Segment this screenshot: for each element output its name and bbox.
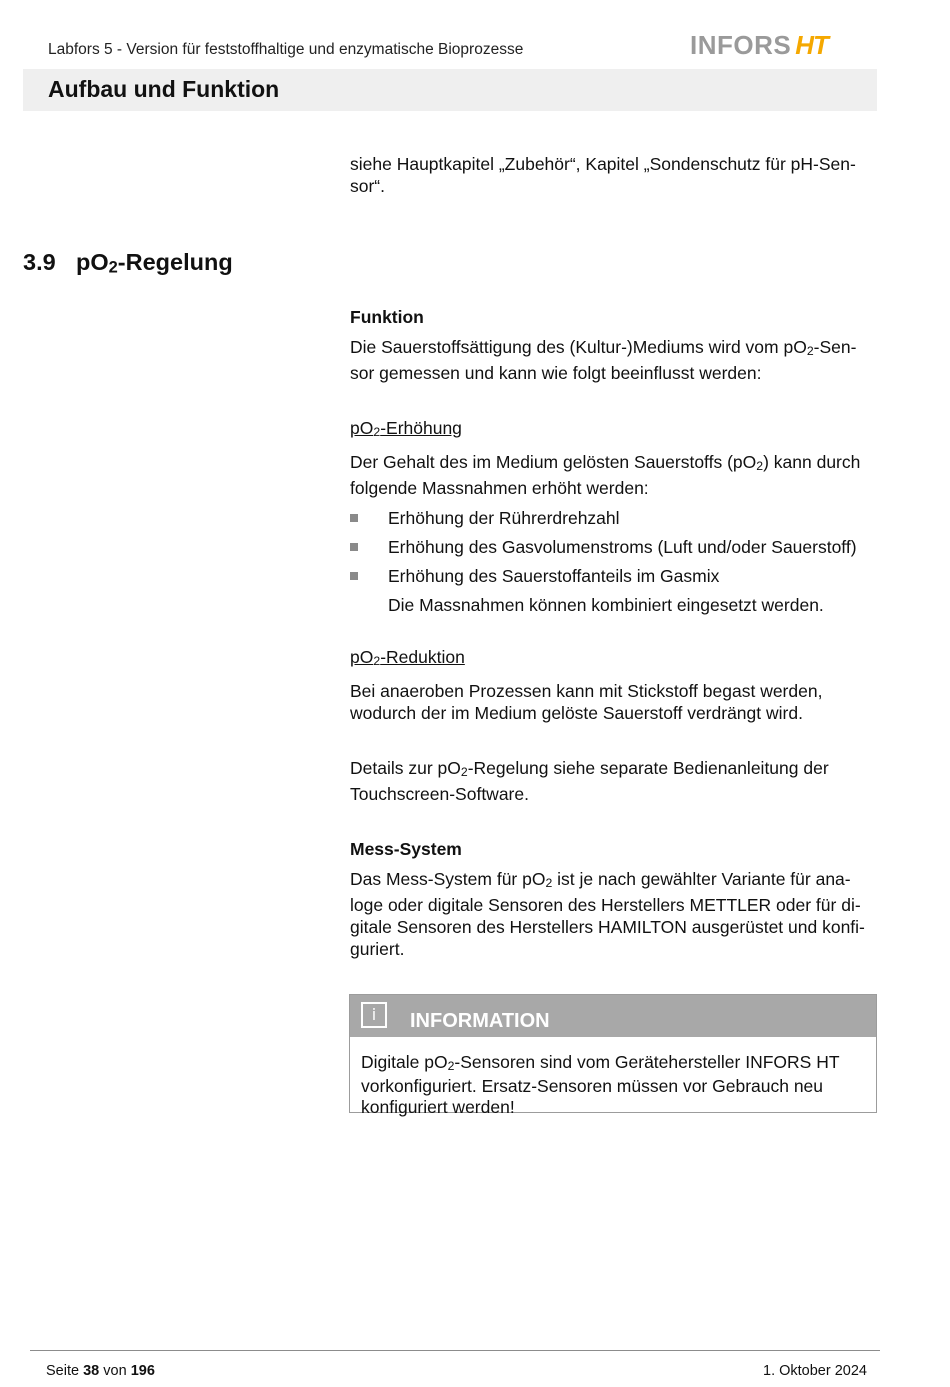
reduktion-block	[350, 646, 878, 724]
information-text	[361, 1052, 861, 1117]
list-item: Erhöhung der Rührerdrehzahl	[350, 507, 878, 529]
mess-line-4: guriert.	[350, 938, 405, 959]
section-heading	[23, 249, 233, 277]
document-date: 1. Oktober 2024	[763, 1363, 867, 1379]
mess-line-1	[350, 868, 878, 894]
current-page: 38	[83, 1363, 100, 1379]
details-line-1	[350, 757, 878, 783]
infors-ht-logo	[690, 30, 828, 60]
intro-line-1: siehe Hauptkapitel „Zubehör“, Kapitel „Sondenschutz für pH-Sen-	[350, 154, 856, 174]
info-icon: i	[361, 1002, 387, 1028]
mess-line-2: loge oder digitale Sensoren des Herstellers METTLER oder für di-	[350, 894, 861, 915]
heading-text: -Erhöhung	[380, 418, 462, 438]
measures-list	[350, 507, 878, 587]
reduktion-line-1: Bei anaeroben Prozessen kann mit Stickstoff begast werden,	[350, 680, 823, 701]
info-text: Digitale pO	[361, 1052, 448, 1072]
subscript: 2	[447, 1058, 455, 1073]
funktion-text: Die Sauerstoffsättigung des (Kultur-)Mediums wird vom pO	[350, 337, 807, 357]
details-paragraph	[350, 757, 878, 805]
section-number: 3.9	[23, 249, 56, 275]
funktion-block	[350, 306, 878, 384]
erhoehung-heading	[350, 417, 878, 443]
mess-text: Das Mess-System für pO	[350, 869, 546, 889]
chapter-title: Aufbau und Funktion	[48, 76, 280, 102]
erhoehung-line-1	[350, 451, 878, 477]
details-text: -Regelung siehe separate Bedienanleitung der	[467, 758, 829, 778]
details-text: Details zur pO	[350, 758, 461, 778]
mess-text: ist je nach gewählter Variante für ana-	[552, 869, 851, 889]
info-line-1	[361, 1052, 861, 1076]
heading-text: pO	[350, 647, 374, 667]
measures-note: Die Massnahmen können kombiniert eingesetzt werden.	[388, 594, 824, 615]
details-line-2: Touchscreen-Software.	[350, 783, 529, 804]
section-title-sub: 2	[108, 258, 118, 277]
page-number	[46, 1363, 155, 1379]
subscript: 2	[373, 653, 381, 668]
subscript: 2	[460, 764, 468, 779]
heading-text: -Reduktion	[380, 647, 465, 667]
funktion-text: -Sen-	[813, 337, 857, 357]
logo-text: INFORS	[690, 29, 792, 60]
mess-system-block	[350, 838, 878, 960]
intro-line-2: sor“.	[350, 176, 385, 196]
subscript: 2	[756, 458, 764, 473]
info-line-2: vorkonfiguriert. Ersatz-Sensoren müssen vor Gebrauch neu	[361, 1076, 824, 1097]
reduktion-line-2: wodurch der im Medium gelöste Sauerstoff verdrängt wird.	[350, 702, 803, 723]
subscript: 2	[373, 424, 381, 439]
funktion-line-1	[350, 336, 878, 362]
information-title: INFORMATION	[410, 1010, 550, 1032]
mess-system-heading: Mess-System	[350, 839, 462, 859]
list-item: Erhöhung des Gasvolumenstroms (Luft und/oder Sauerstoff)	[350, 536, 878, 558]
heading-text: pO	[350, 418, 374, 438]
subscript: 2	[806, 343, 814, 358]
intro-paragraph	[350, 153, 878, 197]
information-box	[349, 994, 877, 1117]
erhoehung-text: ) kann durch	[763, 451, 861, 472]
logo-suffix: HT	[795, 29, 828, 60]
erhoehung-block	[350, 417, 878, 616]
erhoehung-line-2: folgende Massnahmen erhöht werden:	[350, 477, 649, 498]
footer-divider	[30, 1350, 880, 1351]
reduktion-heading	[350, 646, 878, 672]
information-header	[350, 995, 876, 1037]
funktion-line-2: sor gemessen und kann wie folgt beeinflusst werden:	[350, 362, 762, 383]
info-line-3: konfiguriert werden!	[361, 1096, 515, 1117]
funktion-heading: Funktion	[350, 307, 424, 327]
info-text: -Sensoren sind vom Gerätehersteller INFORS HT	[454, 1052, 840, 1072]
page-word: Seite	[46, 1363, 80, 1379]
total-pages: 196	[130, 1363, 155, 1379]
section-title-post: -Regelung	[117, 249, 233, 275]
subscript: 2	[545, 875, 553, 890]
list-item: Erhöhung des Sauerstoffanteils im Gasmix	[350, 565, 878, 587]
mess-line-3: gitale Sensoren des Herstellers HAMILTON ausgerüstet und konfi-	[350, 916, 865, 937]
section-title-pre: pO	[76, 249, 109, 275]
erhoehung-text: Der Gehalt des im Medium gelösten Sauerstoffs (pO	[350, 451, 757, 472]
document-title: Labfors 5 - Version für feststoffhaltige und enzymatische Bioprozesse	[48, 41, 524, 58]
of-word: von	[103, 1363, 127, 1379]
